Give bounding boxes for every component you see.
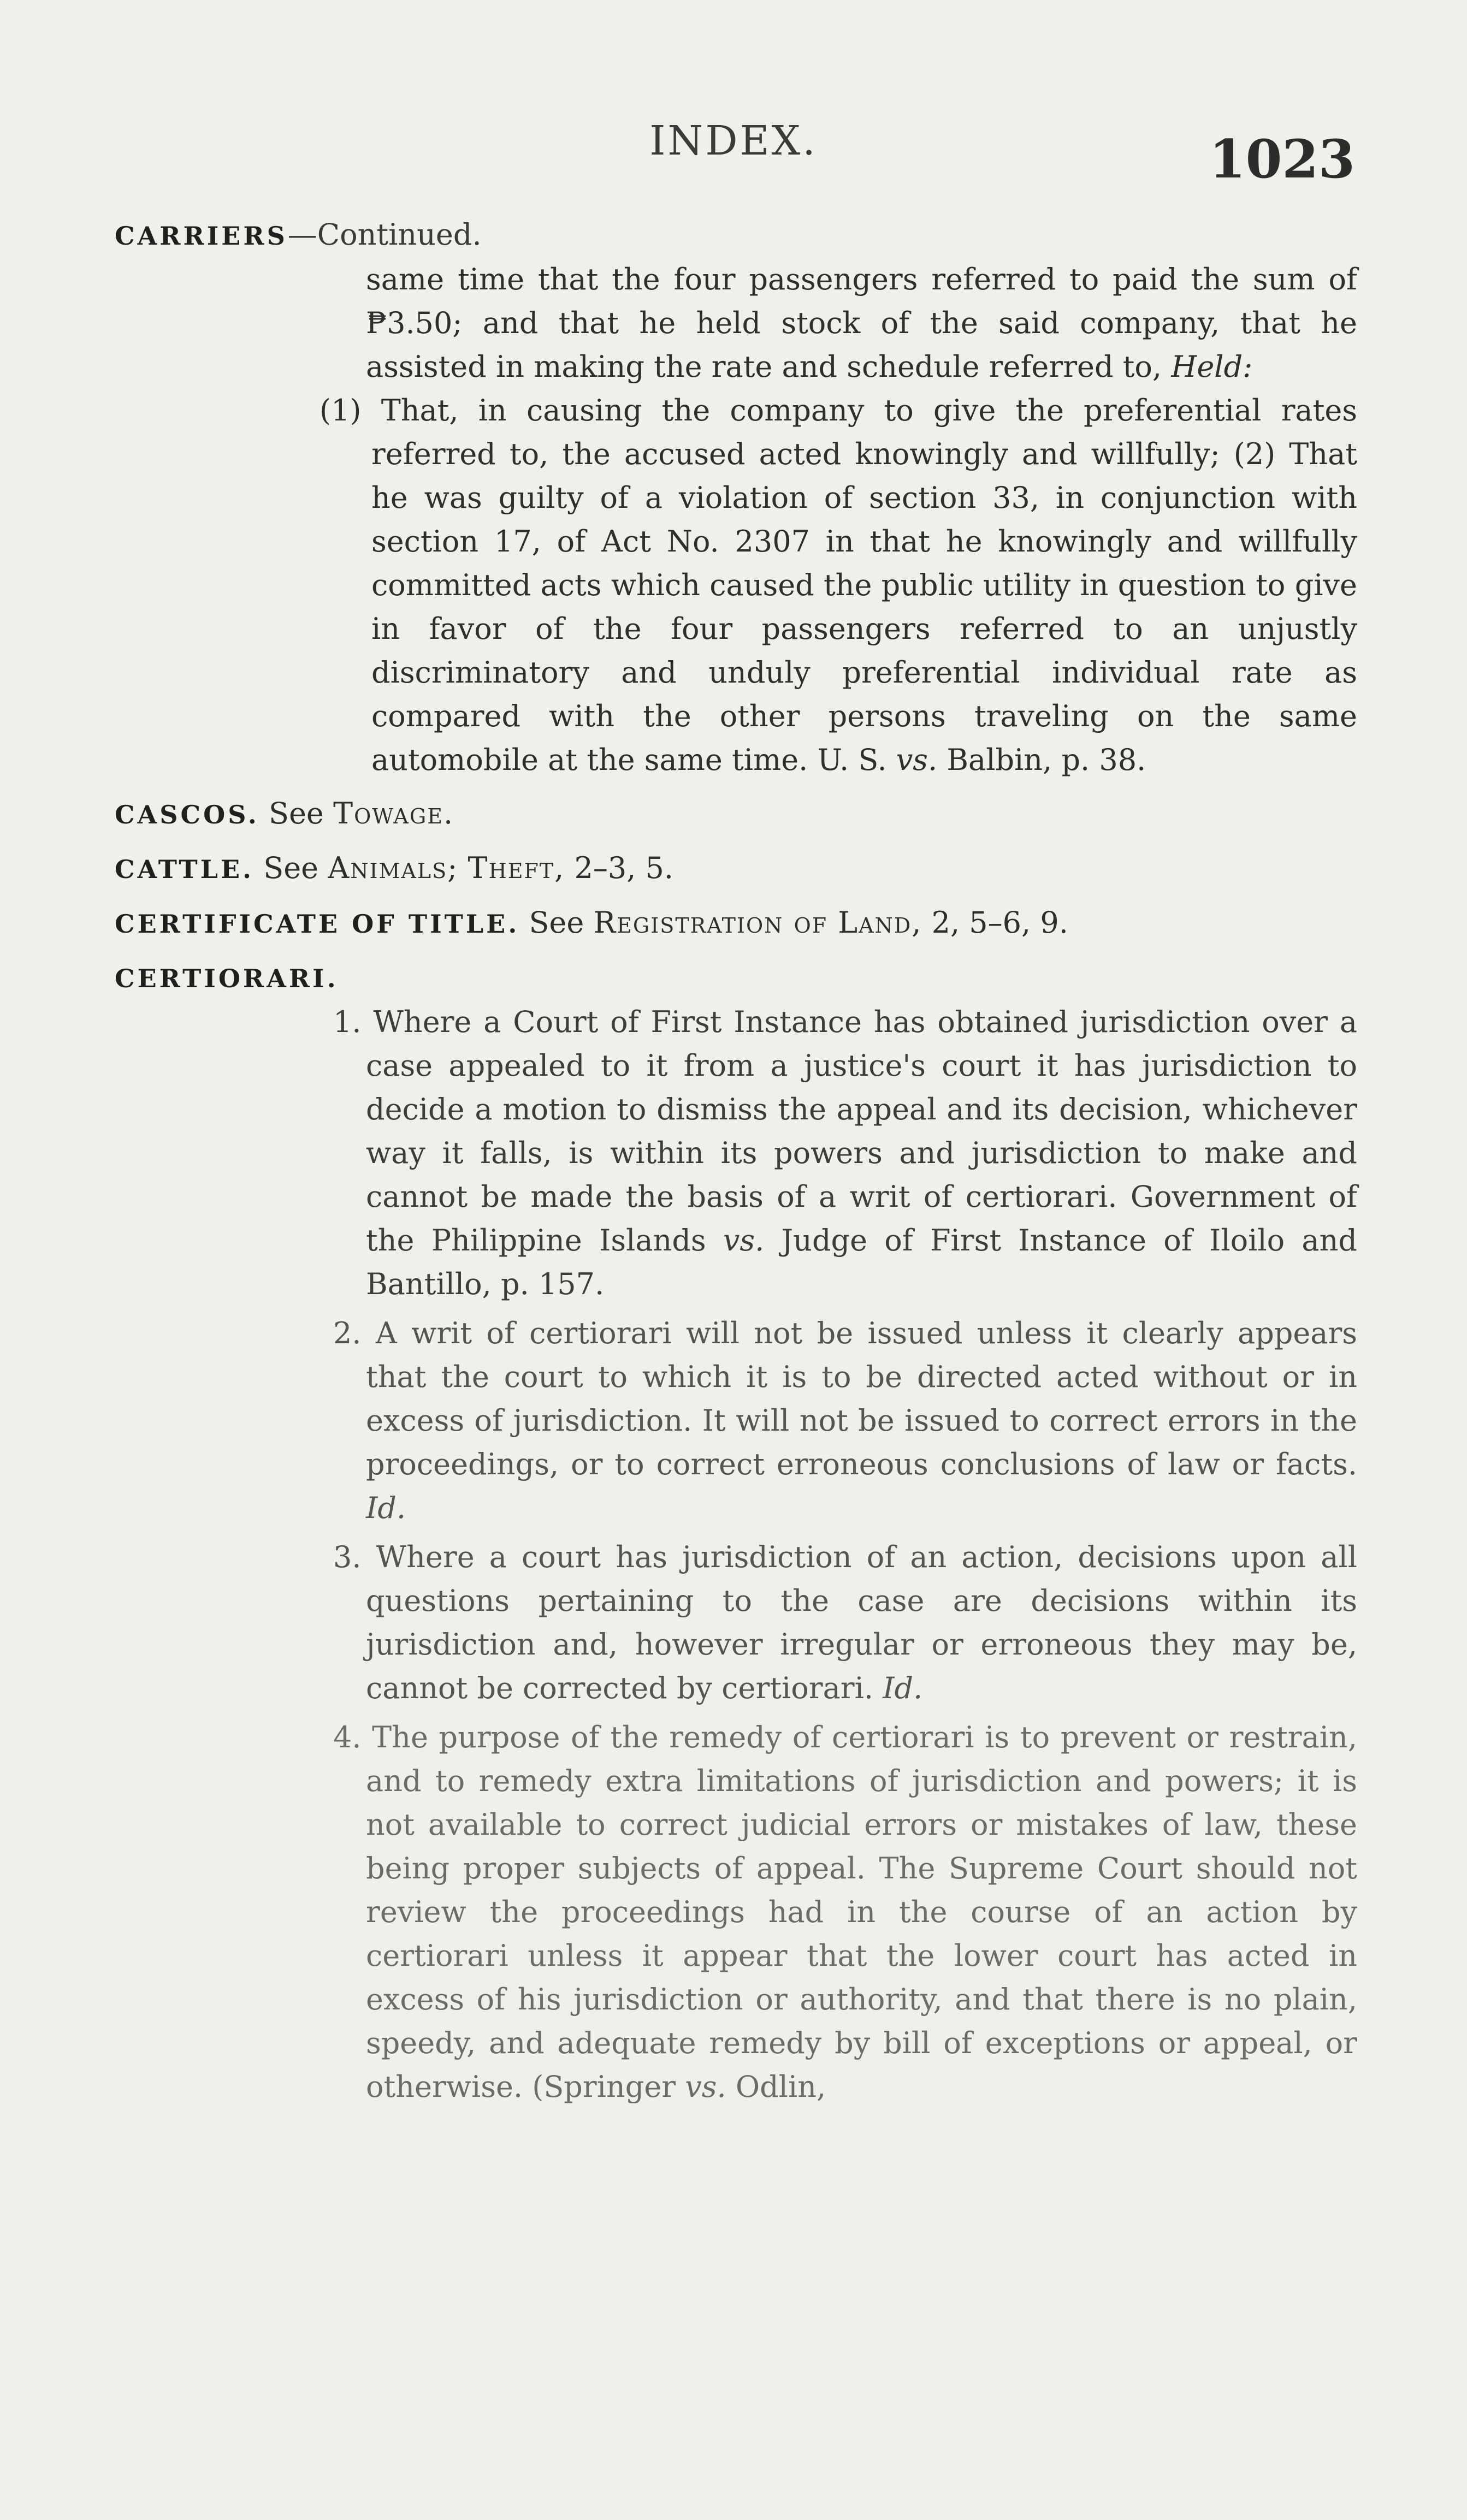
id-label: Id. [883,1671,923,1705]
certiorari-item-3: 3. Where a court has jurisdiction of an action, decisions upon all questions pertaining to the case are decisions within its jurisdiction and, however irregular or erroneous they may be, cannot be corrected by certiorari. Id. [333,1540,1357,1705]
carriers-continuation-text: same time that the four passengers referred to paid the sum of ₱3.50; and that he held stock of the said company, that he assisted in making the rate and schedule referred to, Held: [366,262,1357,384]
entry-term: CATTLE. [115,855,255,884]
entry-term: CERTIFICATE OF TITLE. [115,909,520,939]
cross-reference-numbers: 2–3, 5. [574,851,674,885]
entry-carriers [115,213,1357,782]
entry-cattle [115,846,1357,891]
entry-certiorari [115,956,1357,2109]
certiorari-item-4: 4. The purpose of the remedy of certiorari is to prevent or restrain, and to remedy extra limitations of jurisdiction and powers; it is not available to correct judicial errors or mistakes of law, these being proper subjects of appeal. The Supreme Court should not review the proceedings had in the course of an action by certiorari unless it appear that the lower court has acted in excess of his jurisdiction or authority, and that there is no plain, speedy, and adequate remedy by bill of exceptions or appeal, or otherwise. (Springer vs. Odlin, [333,1720,1357,2104]
item-number: 1. [333,1005,362,1039]
entry-cascos [115,792,1357,837]
continued-label: —Continued. [287,217,482,252]
entry-certificate-of-title [115,901,1357,946]
see-label: See [268,796,324,831]
entry-carriers-head [115,213,1357,258]
certiorari-item-2: 2. A writ of certiorari will not be issued unless it clearly appears that the court to which it is to be directed acted without or in excess of jurisdiction. It will not be issued to correct errors in the proceedings, or to correct erroneous conclusions of law or facts. Id. [333,1316,1358,1525]
entry-term: CERTIORARI. [115,964,339,993]
vs-label: vs. [723,1223,765,1258]
entry-term: CARRIERS [115,221,288,251]
page-number: 1023 [1209,128,1355,190]
certiorari-item-1: 1. Where a Court of First Instance has obtained jurisdiction over a case appealed to it from a justice's court it has jurisdiction to decide a motion to dismiss the appeal and its decision, whichever way it falls, is within its powers and jurisdiction to make and cannot be made the basis of a writ of certiorari. Government of the Philippine Islands vs. Judge of First Instance of Iloilo and Bantillo, p. 157. [333,1005,1358,1301]
cross-reference: Towage. [333,796,454,831]
see-label: See [263,851,319,885]
running-header-title: INDEX. [649,117,818,164]
item-number: 3. [333,1540,362,1574]
entry-certiorari-head [115,956,1357,1000]
vs-label: vs. [685,2070,726,2104]
vs-label: vs. [896,743,938,777]
id-label: Id. [366,1491,406,1525]
entry-term: CASCOS. [115,800,259,829]
item-number: 2. [333,1316,362,1350]
item-number: 4. [333,1720,362,1754]
index-content [115,213,1357,2119]
see-label: See [529,905,584,940]
held-label: Held: [1171,349,1253,384]
carriers-held-text: (1) That, in causing the company to give the preferential rates referred to, the accused acted knowingly and willfully; (2) That he was guilty of a violation of section 33, in conjunction with section 17, of Act No. 2307 in that he knowingly and willfully committed acts which caused the public utility in question to give in favor of the four passengers referred to an unjustly discriminatory and unduly preferential individual rate as compared with the other persons traveling on the same automobile at the same time. U. S. vs. Balbin, p. 38. [320,393,1357,777]
cross-reference: Theft, [468,851,565,885]
cross-reference: Registration of Land, [593,905,922,940]
cross-reference-numbers: 2, 5–6, 9. [931,905,1068,940]
cross-reference: Animals; [328,851,459,885]
